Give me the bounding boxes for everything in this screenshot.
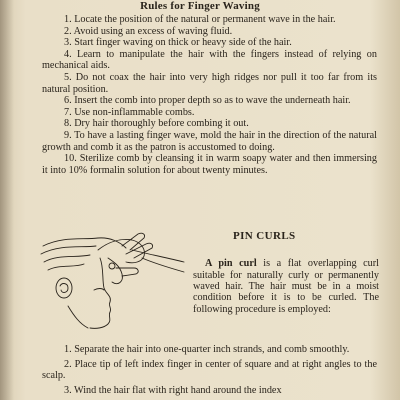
rule-item: 2. Avoid using an excess of waving fluid. [64, 25, 233, 37]
rule-item: 6. Insert the comb into proper depth so as to wave the underneath hair. [64, 95, 351, 107]
step-item: 1. Separate the hair into one-quarter inch strands, and comb smoothly. [64, 344, 350, 355]
pin-curl-illustration [38, 228, 188, 333]
pin-curl-steps [42, 344, 377, 399]
pin-curls-intro [193, 258, 379, 315]
page-title: Rules for Finger Waving [140, 0, 260, 12]
step-item: 2. Place tip of left index finger in center of square and at right angles to the scalp. [42, 358, 377, 382]
pin-curls-intro-text: is a flat overlapping curl suitable for naturally curly or permanently waved hair. The hair must be in a moist condition before it is to be curled. The following procedure is employed: [193, 258, 379, 315]
rule-item: 3. Start finger waving on thick or heavy side of the hair. [64, 37, 292, 49]
step-item: 3. Wind the hair flat with right hand around the index [64, 384, 282, 396]
rule-item: 7. Use non-inflammable combs. [64, 106, 195, 118]
rule-item: 8. Dry hair thoroughly before combing it out. [64, 118, 249, 130]
finger-waving-rules [42, 14, 377, 176]
rule-item: 1. Locate the position of the natural or permanent wave in the hair. [64, 14, 336, 25]
rule-item: 9. To have a lasting finger wave, mold the hair in the direction of the natural growth and comb it as the patron is accustomed to doing. [42, 129, 377, 153]
rule-item: 4. Learn to manipulate the hair with the fingers instead of relying on mechanical aids. [42, 48, 377, 72]
rule-item: 5. Do not coax the hair into very high ridges nor pull it too far from its natural position. [42, 71, 377, 95]
pin-curl-term: A pin curl [205, 258, 257, 270]
rule-item: 10. Sterilize comb by cleansing it in warm soapy water and then immersing it into 10% formalin solution for about twenty minutes. [42, 153, 377, 176]
page-binding-shadow [0, 0, 14, 400]
pin-curls-heading: PIN CURLS [233, 230, 296, 242]
